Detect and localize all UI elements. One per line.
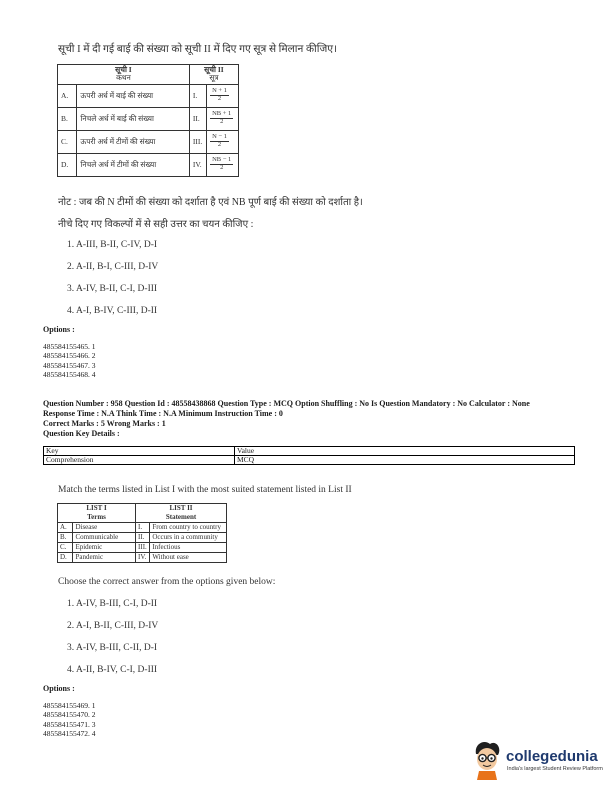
q2-choice-4: 4. A-II, B-IV, C-I, D-III [67, 665, 158, 675]
table-row: A. ऊपरी अर्ध में बाई की संख्या I. $\frac{N + 1}{2}$ [58, 84, 239, 107]
list-item: 485584155466. 2 [43, 351, 96, 361]
q2-meta: Question Number : 958 Question Id : 48558438868 Question Type : MCQ Option Shuffling : No Is Question Mandatory : No Calculator : None Response Time : N.A Think Time : N.A Minimum Instruction Time : 0 Correct Marks : 5 Wrong Marks : 1 Question Key Details : [43, 399, 530, 438]
q2-choice-2: 2. A-I, B-II, C-III, D-IV [67, 621, 159, 631]
formula: $\frac{N + 1}{2}$ [212, 87, 227, 102]
q2-choice-3: 3. A-IV, B-III, C-II, D-I [67, 643, 158, 653]
q1-choice-1: 1. A-III, B-II, C-IV, D-I [67, 240, 158, 250]
list-item: 485584155467. 3 [43, 360, 96, 370]
q1-choice-4: 4. A-I, B-IV, C-III, D-II [67, 306, 158, 316]
q2-prompt: Match the terms listed in List I with the most suited statement listed in List II [58, 485, 352, 495]
table-row: D. Pandemic IV. Without ease [58, 553, 227, 563]
q2-key-details-table: Key Value Comprehension MCQ [43, 446, 575, 465]
q2-choice-1: 1. A-IV, B-III, C-I, D-II [67, 599, 158, 609]
table-row: B. निचले अर्ध में बाई की संख्या II. $\frac{NB + 1}{2}$ [58, 107, 239, 130]
formula: $\frac{NB + 1}{2}$ [212, 110, 232, 125]
formula: $\frac{N - 1}{2}$ [212, 133, 227, 148]
q2-options-label: Options : [43, 684, 75, 693]
table-row: B. Communicable II. Occurs in a community [58, 533, 227, 543]
table-row: C. Epidemic III. Infectious [58, 543, 227, 553]
q1-choice-3: 3. A-IV, B-II, C-I, D-III [67, 284, 158, 294]
list-item: 485584155468. 4 [43, 370, 96, 380]
q1-options-label: Options : [43, 325, 75, 334]
list-item: 485584155465. 1 [43, 342, 96, 351]
q2-col2-header: LIST II Statement [136, 504, 227, 523]
q1-match-table [57, 64, 239, 177]
table-row: D. निचले अर्ध में टीमों की संख्या IV. $\frac{NB - 1}{2}$ [58, 153, 239, 176]
formula: $\frac{NB - 1}{2}$ [212, 156, 232, 171]
mascot-icon [470, 740, 504, 780]
q2-col1-header: LIST I Terms [58, 504, 136, 523]
logo-wordmark: collegedunia [506, 748, 598, 765]
q1-col2-header: सूची II सूत्र [189, 65, 238, 85]
q1-col1-header: सूची I कथन [58, 65, 190, 85]
q1-note: नोट : जब की N टीमों की संख्या को दर्शाता है एवं NB पूर्ण बाई की संख्या को दर्शाता है। [58, 197, 363, 208]
list-item: 485584155472. 4 [43, 729, 96, 739]
table-row: C. ऊपरी अर्ध में टीमों की संख्या III. $\frac{N - 1}{2}$ [58, 130, 239, 153]
list-item: 485584155470. 2 [43, 710, 96, 720]
list-item: 485584155469. 1 [43, 701, 96, 710]
q2-options-list [43, 701, 96, 739]
q1-prompt: सूची I में दी गई बाई की संख्या को सूची II में दिए गए सूत्र से मिलान कीजिए। [58, 44, 338, 55]
q1-instruction: नीचे दिए गए विकल्पों में से सही उत्तर का चयन कीजिए : [58, 219, 254, 230]
logo-tagline: India's largest Student Review Platform [507, 766, 603, 772]
q1-choice-2: 2. A-II, B-I, C-III, D-IV [67, 262, 159, 272]
q1-options-list [43, 342, 96, 380]
collegedunia-logo [470, 740, 606, 780]
q2-match-table [57, 503, 227, 563]
list-item: 485584155471. 3 [43, 719, 96, 729]
table-row: A. Disease I. From country to country [58, 523, 227, 533]
q2-instruction: Choose the correct answer from the options given below: [58, 577, 276, 587]
